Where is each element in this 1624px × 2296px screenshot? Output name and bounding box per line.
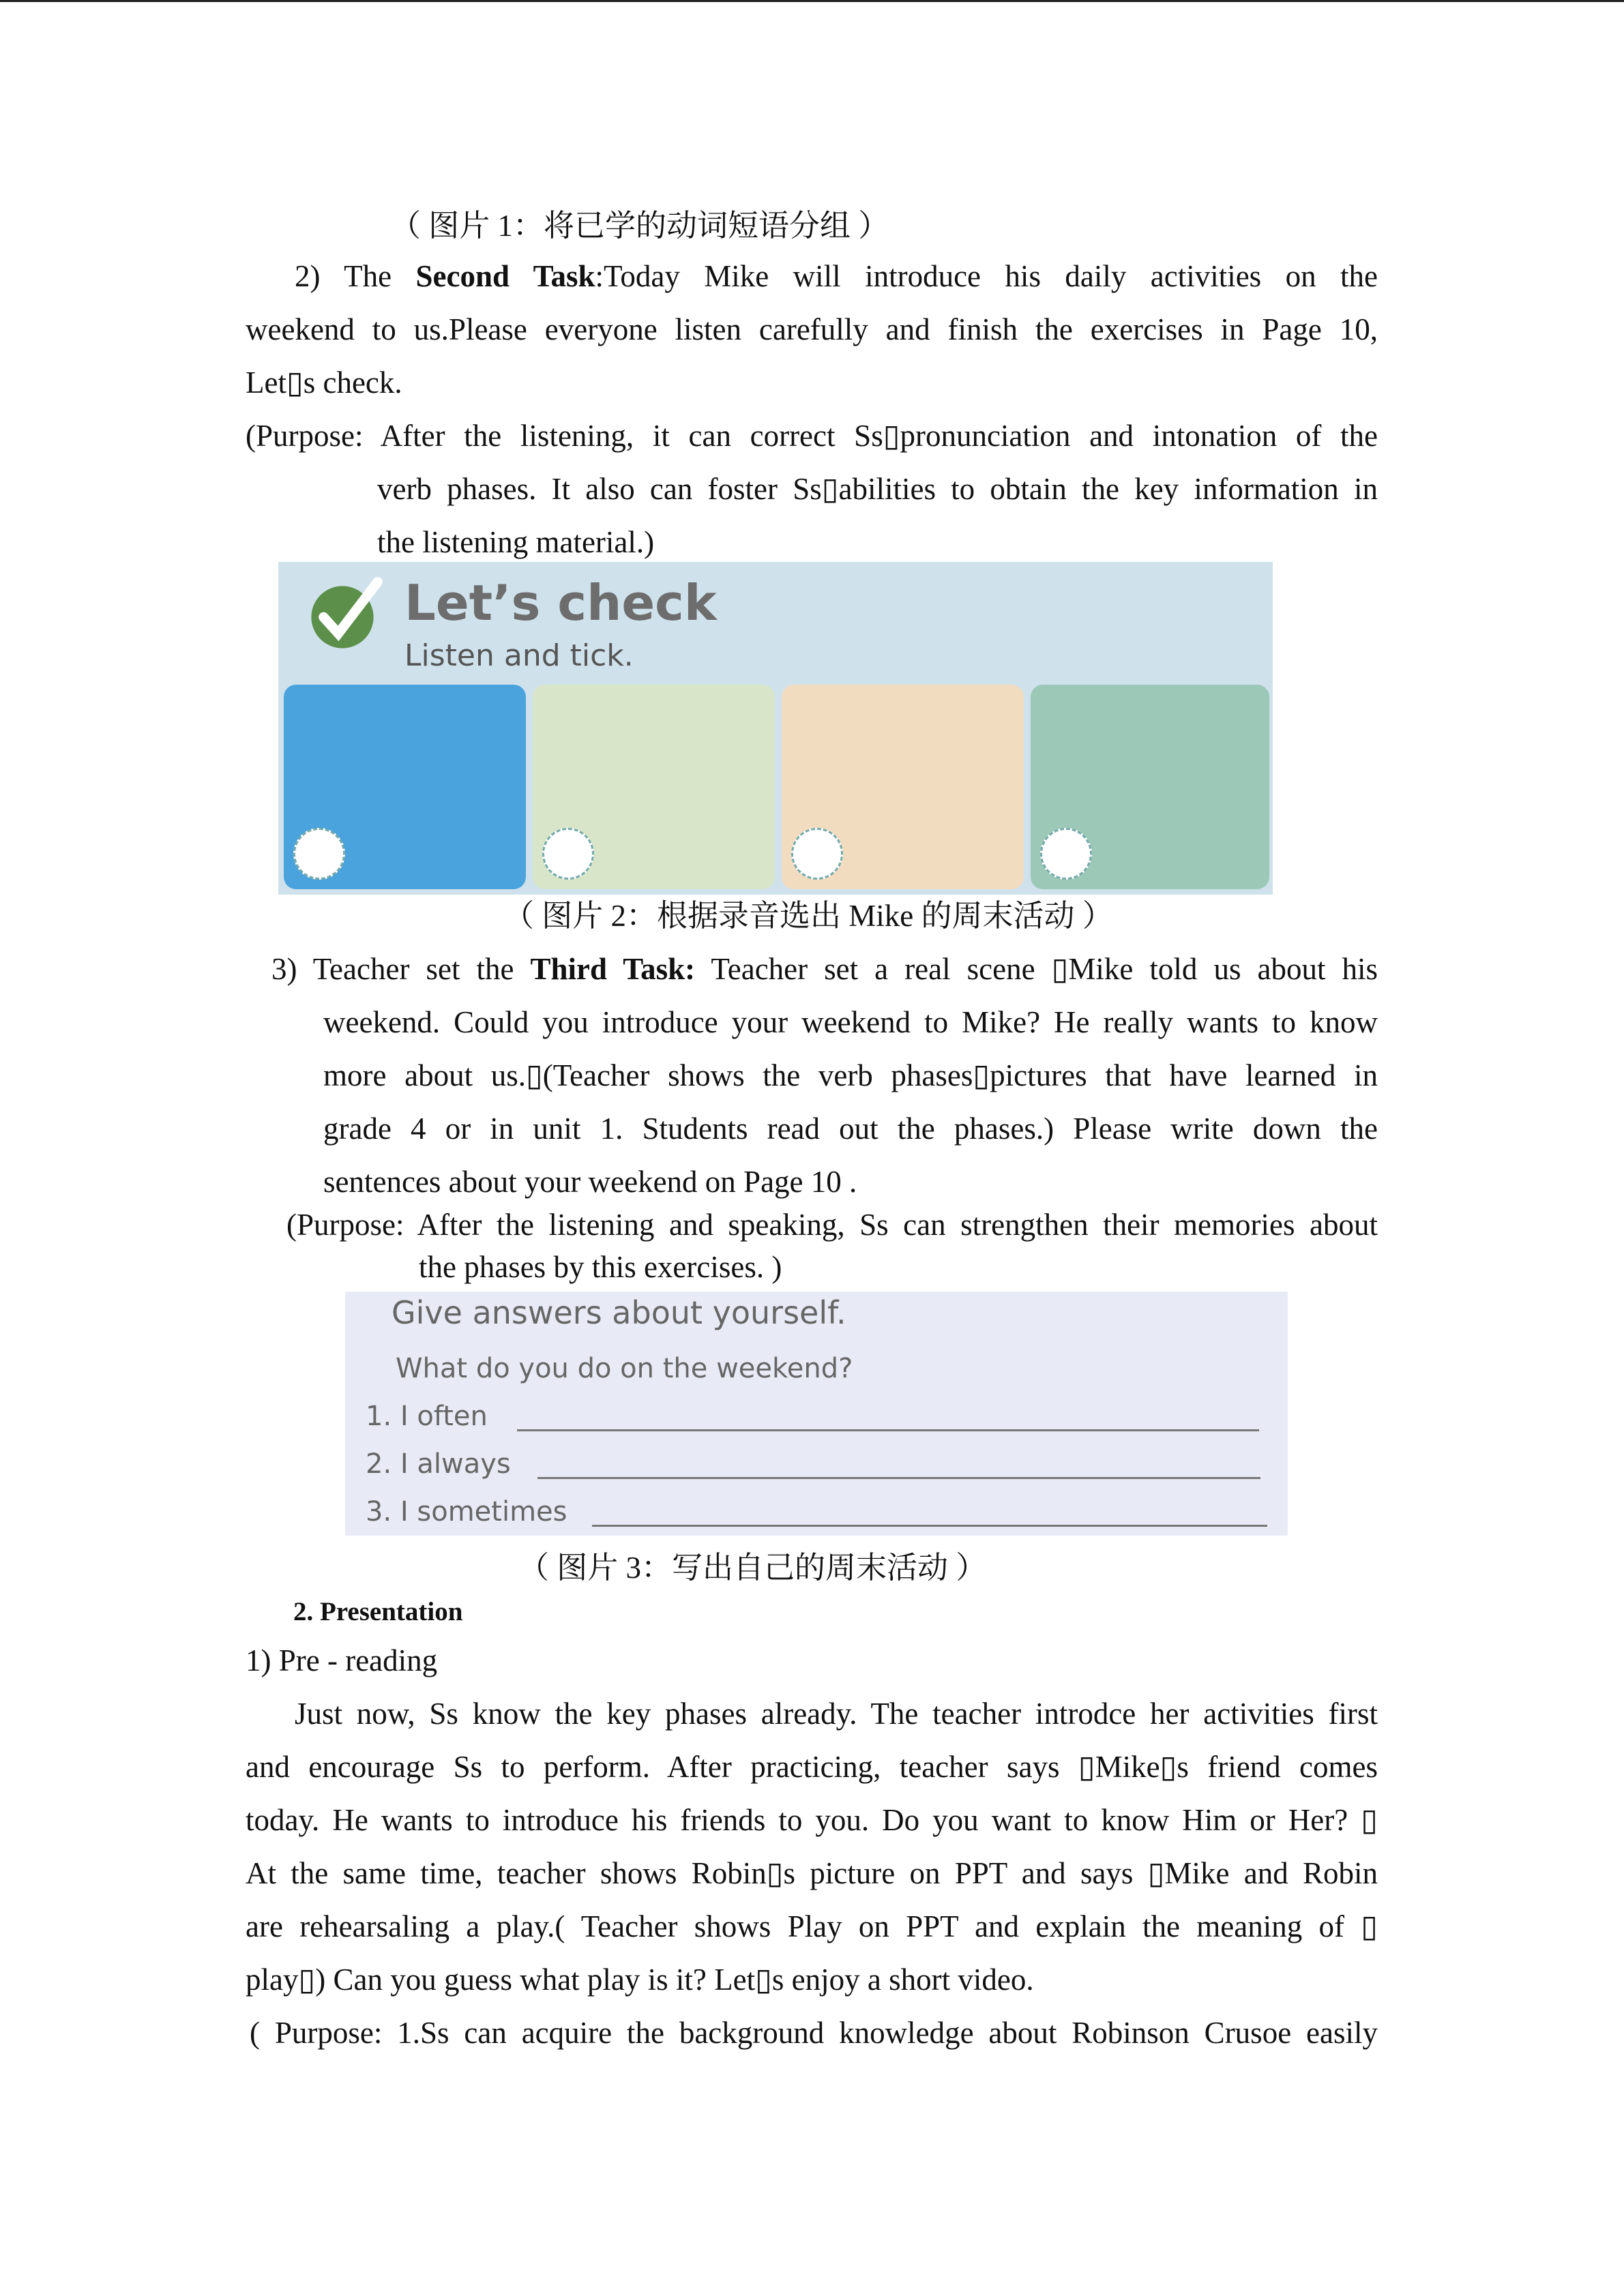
paragraph-line-4: At the same time, teacher shows Robin▯s picture on PPT and says ▯Mike and Robin	[246, 1856, 1378, 1890]
purpose-3-line-1: ( Purpose: 1.Ss can acquire the background knowledge about Robinson Crusoe easily	[250, 2016, 1378, 2050]
task2-line-2: weekend to us.Please everyone listen carefully and finish the exercises in Page 10,	[246, 312, 1378, 346]
purpose-1-line-3: the listening material.)	[377, 525, 655, 559]
task3-line-1: 3) Teacher set the Third Task: Teacher set a real scene ▯Mike told us about his	[271, 952, 1378, 986]
worksheet-heading: Give answers about yourself.	[392, 1294, 846, 1331]
sweeping-picture	[1031, 685, 1269, 889]
tick-box	[542, 828, 594, 880]
purpose-2-line-2: the phases by this exercises. )	[419, 1250, 782, 1284]
task3-line-5: sentences about your weekend on Page 10 .	[323, 1165, 857, 1199]
worksheet-item: 3. I sometimes	[366, 1496, 567, 1527]
paragraph-line-2: and encourage Ss to perform. After practicing, teacher says ▯Mike▯s friend comes	[246, 1750, 1378, 1784]
lets-check-subtitle: Listen and tick.	[404, 638, 634, 673]
answer-line	[537, 1477, 1260, 1479]
worksheet-item: 1. I often	[366, 1401, 488, 1432]
purpose-2-line-1: (Purpose: After the listening and speaking, Ss can strengthen their memories about	[286, 1208, 1378, 1242]
task3-line-2: weekend. Could you introduce your weekend to Mike? He really wants to know	[323, 1005, 1378, 1039]
task2-line-3: Let▯s check.	[246, 366, 402, 400]
caption-picture-1: （ 图片 1：将已学的动词短语分组 ）	[390, 209, 889, 243]
tick-box	[293, 828, 345, 880]
task3-line-4: grade 4 or in unit 1. Students read out the phases.) Please write down the	[323, 1112, 1378, 1146]
caption-picture-2: （ 图片 2：根据录音选出 Mike 的周末活动 ）	[503, 899, 1113, 933]
task2-line-1: 2) The Second Task:Today Mike will introduce his daily activities on the	[295, 259, 1378, 293]
subsection-heading: 1) Pre - reading	[246, 1643, 438, 1678]
paragraph-line-3: today. He wants to introduce his friends to you. Do you want to know Him or Her? ▯	[246, 1803, 1378, 1837]
answer-line	[592, 1525, 1267, 1527]
task3-line-3: more about us.▯(Teacher shows the verb phases▯pictures that have learned in	[323, 1058, 1378, 1092]
worksheet-question: What do you do on the weekend?	[396, 1353, 853, 1384]
lets-check-image	[278, 562, 1273, 895]
paragraph-line-5: are rehearsaling a play.( Teacher shows Play on PPT and explain the meaning of ▯	[246, 1909, 1378, 1943]
purpose-1-line-1: (Purpose: After the listening, it can correct Ss▯pronunciation and intonation of the	[246, 419, 1378, 453]
answer-line	[517, 1429, 1259, 1431]
top-border	[0, 0, 1624, 2]
paragraph-line-1: Just now, Ss know the key phases already. The teacher introdce her activities first	[295, 1697, 1378, 1731]
shopping-picture	[533, 685, 775, 889]
section-heading: 2. Presentation	[293, 1597, 463, 1626]
purpose-1-line-2: verb phases. It also can foster Ss▯abilities to obtain the key information in	[377, 472, 1378, 506]
homework-picture	[782, 685, 1024, 889]
swimming-picture	[284, 685, 526, 889]
tick-box	[1040, 828, 1092, 880]
worksheet-image	[345, 1292, 1288, 1536]
paragraph-line-6: play▯) Can you guess what play is it? Let▯s enjoy a short video.	[246, 1963, 1034, 1997]
check-icon	[306, 572, 387, 654]
caption-picture-3: （ 图片 3：写出自己的周末活动 ）	[518, 1551, 987, 1585]
lets-check-title: Let’s check	[404, 574, 717, 631]
tick-box	[791, 828, 843, 880]
worksheet-item: 2. I always	[366, 1448, 511, 1480]
